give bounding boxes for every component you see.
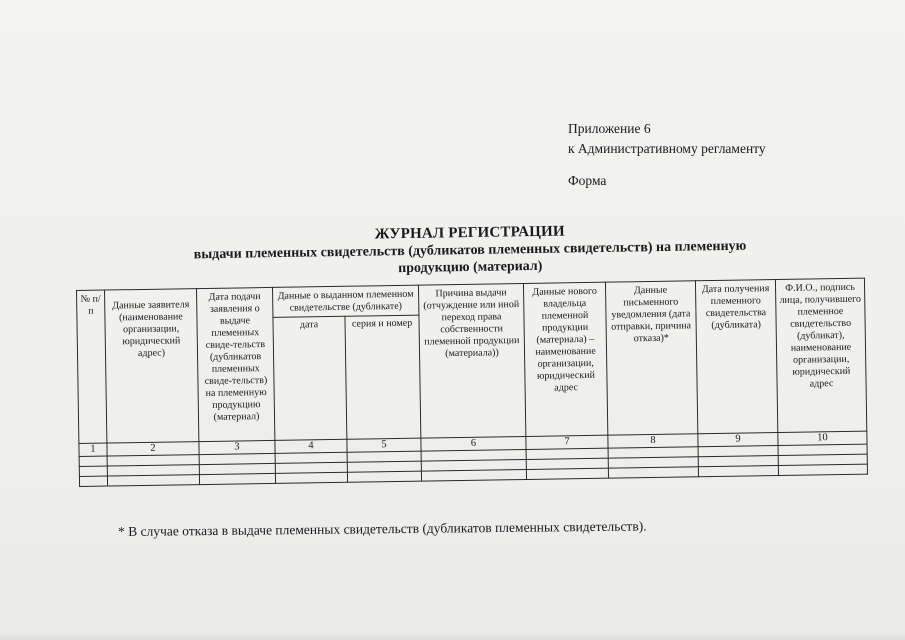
annex-number: Приложение 6	[568, 121, 651, 136]
table-cell	[107, 475, 199, 486]
journal-table	[76, 278, 868, 487]
column-number: 6	[421, 436, 526, 451]
header-applicant: Данные заявителя (наименование организации, юридический адрес)	[105, 289, 199, 443]
column-number: 7	[526, 435, 608, 449]
column-number: 9	[698, 432, 778, 446]
table-cell	[421, 469, 526, 481]
column-number: 1	[79, 443, 107, 456]
column-number: 3	[199, 440, 275, 454]
table-cell	[79, 456, 107, 466]
title-subtitle-line2: продукцию (материал)	[398, 258, 543, 277]
header-application-date: Дата подачи заявления о выдаче племенных свиде-тельств (дубликатов племенных свиде-тельств) на племенную продукцию (материал)	[196, 287, 274, 441]
header-receipt-date: Дата получения племенного свидетельства (дубликата)	[695, 280, 777, 434]
table-cell	[199, 473, 275, 484]
header-issued-certificate: Данные о выданном племенном свидетельстве (дубликате)	[272, 285, 418, 317]
header-series-number: серия и номер	[345, 315, 421, 439]
header-notification: Данные письменного уведомления (дата отправки, причина отказа)*	[605, 281, 697, 435]
table-cell	[608, 467, 698, 478]
title-subtitle-line1: выдачи племенных свидетельств (дубликатов племенных свидетельств) на племенную	[193, 238, 747, 263]
column-number: 4	[275, 439, 347, 453]
column-number: 10	[778, 431, 867, 445]
table-cell	[698, 465, 778, 476]
table-cell	[79, 466, 107, 476]
annex-header	[568, 119, 766, 159]
table-cell	[526, 468, 608, 479]
header-recipient: Ф.И.О., подпись лица, получившего племенное свидетельство (дубликат), наименование организации, юридический адрес	[775, 278, 866, 432]
table-cell	[778, 464, 867, 475]
column-number: 2	[107, 442, 199, 456]
table-cell	[79, 476, 107, 486]
page-edge-shadow	[0, 632, 905, 640]
annex-reference: к Административному регламенту	[568, 141, 766, 156]
title-main: ЖУРНАЛ РЕГИСТРАЦИИ	[374, 223, 565, 243]
header-date: дата	[273, 316, 347, 440]
document-title	[150, 219, 791, 281]
registration-journal-table	[76, 278, 867, 487]
column-number: 5	[347, 438, 421, 452]
column-number: 8	[608, 434, 698, 448]
header-reason: Причина выдачи (отчуждение или иной переход права собственности племенной продукции (материала))	[418, 283, 525, 438]
header-number: № п/п	[77, 290, 107, 443]
header-new-owner: Данные нового владельца племенной продукции (материала) – наименование организации, юридический адрес	[523, 282, 607, 436]
form-label: Форма	[568, 173, 607, 188]
table-header-row	[77, 278, 865, 320]
table-cell	[347, 471, 421, 482]
footnote: * В случае отказа в выдаче племенных свидетельств (дубликатов племенных свидетельств).	[118, 518, 647, 539]
table-cell	[275, 472, 347, 483]
